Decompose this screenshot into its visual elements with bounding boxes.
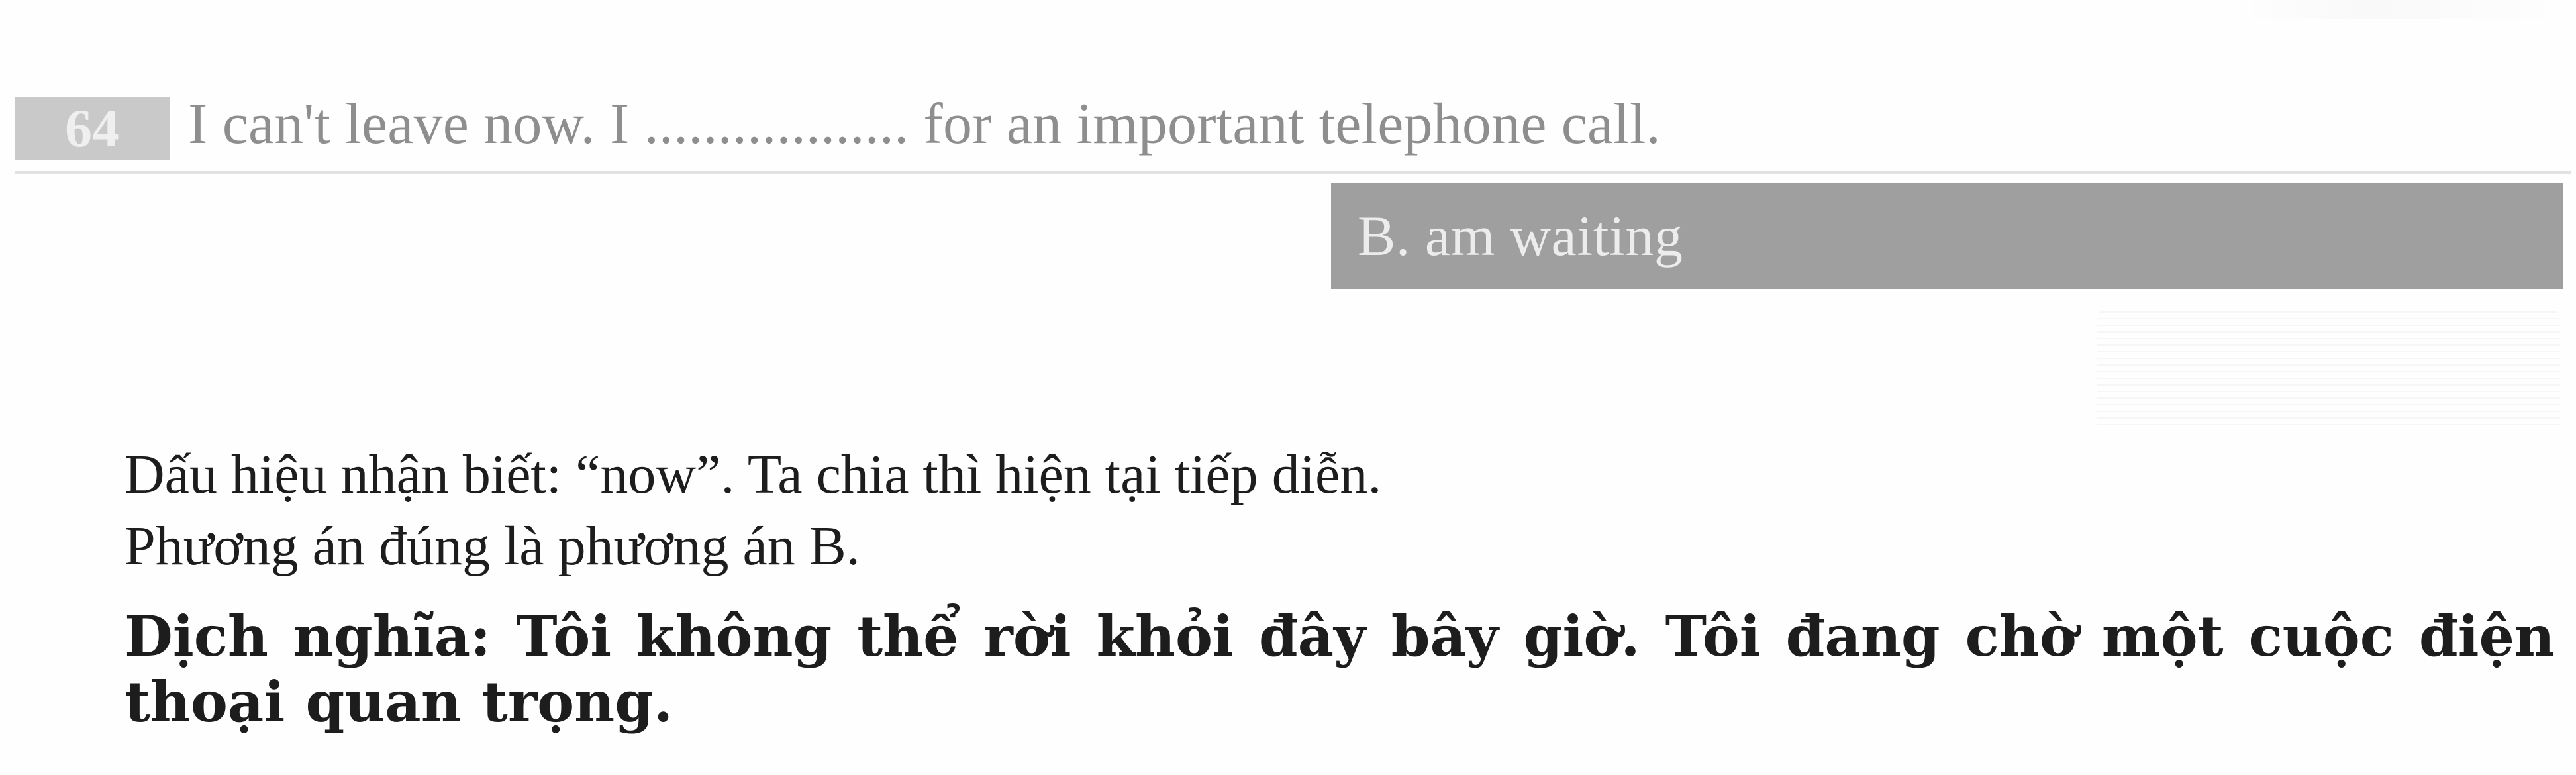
question-text: I can't leave now. I .................. for an important telephone call. — [188, 92, 1661, 156]
answer-box — [1331, 183, 2563, 289]
question-divider — [15, 171, 2571, 174]
explanation-section — [124, 440, 2555, 735]
question-number-badge: 64 — [15, 97, 170, 160]
answer-text: B. am waiting — [1358, 204, 1683, 268]
faint-background-mark — [2097, 311, 2560, 431]
top-edge-scan-mark — [2237, 0, 2568, 19]
question-row — [15, 85, 2571, 164]
explanation-line-2: Phương án đúng là phương án B. — [124, 515, 860, 578]
explanation-line-1: Dấu hiệu nhận biết: “now”. Ta chia thì hiện tại tiếp diễn. — [124, 444, 1382, 505]
translation-text: Dịch nghĩa: Tôi không thể rời khỏi đây bây giờ. Tôi đang chờ một cuộc điện thoại quan trọng. — [124, 603, 2555, 735]
